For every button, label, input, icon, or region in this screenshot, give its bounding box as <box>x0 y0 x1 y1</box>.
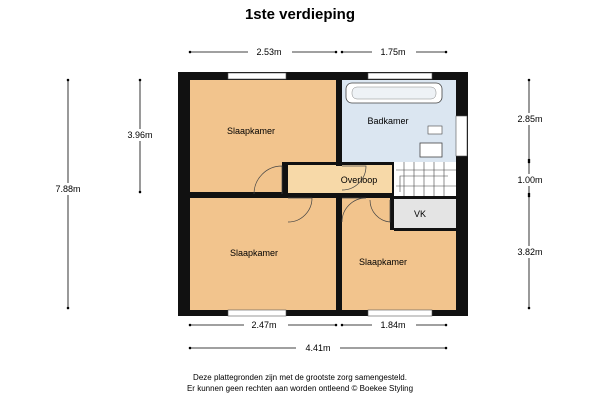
label-bedroom-top-left: Slaapkamer <box>226 126 276 136</box>
label-bedroom-bottom-left: Slaapkamer <box>229 248 279 258</box>
dim-top-right: 1.75m <box>380 47 406 57</box>
bath-wall-fixture <box>428 126 442 134</box>
floor-title: 1ste verdieping <box>244 6 356 23</box>
label-landing: Overloop <box>340 175 378 185</box>
dim-right-top: 2.85m <box>517 114 543 124</box>
disclaimer-line-1: Deze plattegronden zijn met de grootste zorg samengesteld. <box>193 373 407 382</box>
label-bathroom: Badkamer <box>367 116 409 126</box>
dim-top-left: 2.53m <box>256 47 282 57</box>
stairs-area <box>394 162 456 196</box>
bedroom-bottom-right-area <box>342 198 390 310</box>
disclaimer-line-2: Er kunnen geen rechten aan worden ontleend © Boekee Styling <box>186 384 414 393</box>
dim-total-width: 4.41m <box>305 343 331 353</box>
dim-total-height: 7.88m <box>55 184 81 194</box>
dim-bottom-left: 2.47m <box>251 320 277 330</box>
dim-right-bottom: 3.82m <box>517 247 543 257</box>
bedroom-bottom-right-area-2 <box>390 230 456 310</box>
dim-bottom-right: 1.84m <box>380 320 406 330</box>
dim-right-middle: 1.00m <box>517 175 543 185</box>
washbasin <box>420 143 442 157</box>
label-storage: VK <box>413 209 427 219</box>
dim-left-room-height: 3.96m <box>127 130 153 140</box>
label-bedroom-bottom-right: Slaapkamer <box>358 257 408 267</box>
